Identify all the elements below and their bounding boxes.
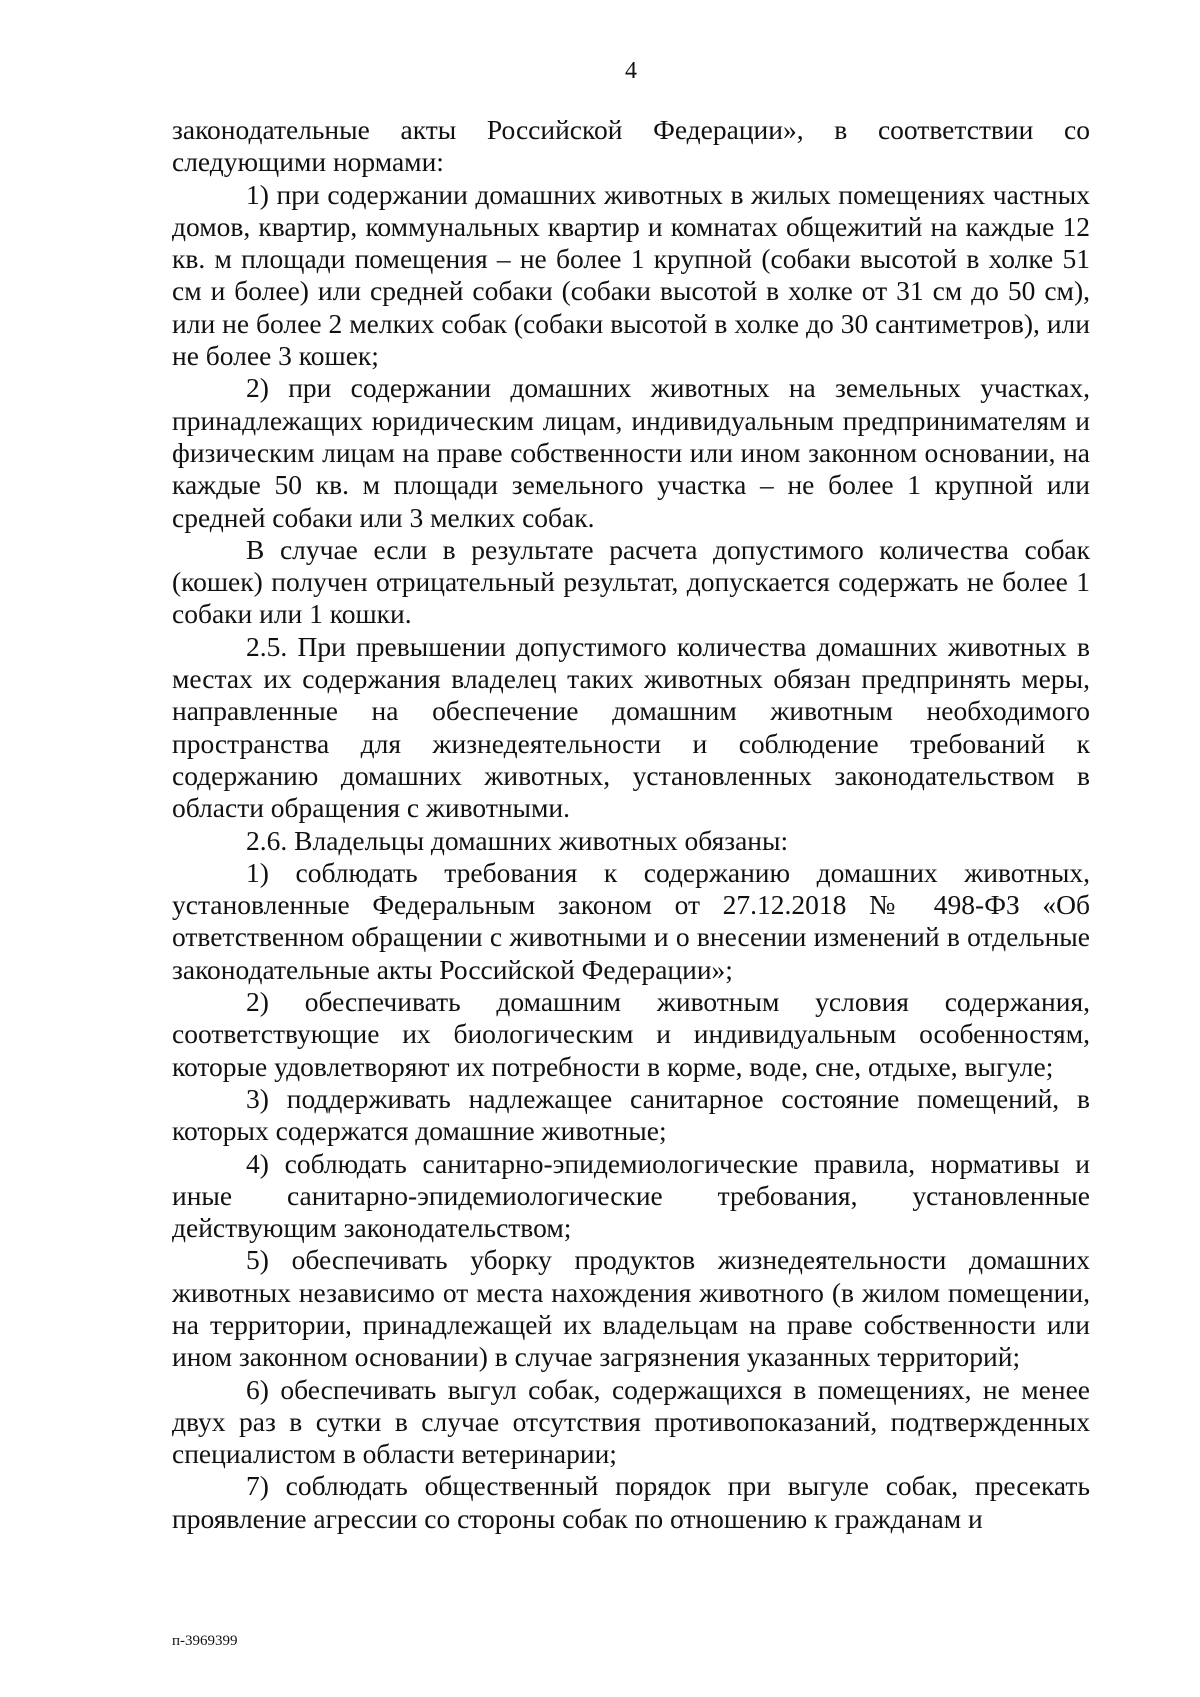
paragraph-negative-result: В случае если в результате расчета допустимого количества собак (кошек) получен отрицательный результат, допускается содержать не более 1 собаки или 1 кошки. <box>172 533 1090 630</box>
paragraph-item-1-residential: 1) при содержании домашних животных в жилых помещениях частных домов, квартир, коммунальных квартир и комнатах общежитий на каждые 12 кв. м площади помещения – не более 1 крупной (собаки высотой в холке 51 см и более) или средней собаки (собаки высотой в холке от 31 см до 50 см), или не более 2 мелких собак (собаки высотой в холке до 30 сантиметров), или не более 3 кошек; <box>172 178 1090 372</box>
page-number: 4 <box>625 58 637 84</box>
document-code: п-3969399 <box>172 1633 238 1649</box>
paragraph-clause-2-5: 2.5. При превышении допустимого количества домашних животных в местах их содержания владелец таких животных обязан предпринять меры, направленные на обеспечение домашним животным необходимого пространства для жизнедеятельности и соблюдение требований к содержанию домашних животных, установленных законодательством в области обращения с животными. <box>172 630 1090 824</box>
document-body <box>172 114 1090 1535</box>
paragraph-clause-2-6: 2.6. Владельцы домашних животных обязаны: <box>246 824 789 856</box>
paragraph-duty-1: 1) соблюдать требования к содержанию домашних животных, установленные Федеральным законом от 27.12.2018 № 498-ФЗ «Об ответственном обращении с животными и о внесении изменений в отдельные законодательные акты Российской Федерации»; <box>172 856 1090 985</box>
paragraph-continuation: законодательные акты Российской Федерации», в соответствии со следующими нормами: <box>172 114 1090 178</box>
paragraph-duty-4: 4) соблюдать санитарно-эпидемиологические правила, нормативы и иные санитарно-эпидемиологические требования, установленные действующим законодательством; <box>172 1147 1090 1244</box>
paragraph-duty-3: 3) поддерживать надлежащее санитарное состояние помещений, в которых содержатся домашние животные; <box>172 1082 1090 1147</box>
paragraph-duty-7: 7) соблюдать общественный порядок при выгуле собак, пресекать проявление агрессии со стороны собак по отношению к гражданам и <box>172 1470 1090 1534</box>
paragraph-item-2-land-plots: 2) при содержании домашних животных на земельных участках, принадлежащих юридическим лицам, индивидуальным предпринимателям и физическим лицам на праве собственности или ином законном основании, на каждые 50 кв. м площади земельного участка – не более 1 крупной или средней собаки или 3 мелких собак. <box>172 372 1090 533</box>
paragraph-duty-5: 5) обеспечивать уборку продуктов жизнедеятельности домашних животных независимо от места нахождения животного (в жилом помещении, на территории, принадлежащей их владельцам на праве собственности или ином законном основании) в случае загрязнения указанных территорий; <box>172 1244 1090 1373</box>
paragraph-duty-6: 6) обеспечивать выгул собак, содержащихся в помещениях, не менее двух раз в сутки в случае отсутствия противопоказаний, подтвержденных специалистом в области ветеринарии; <box>172 1373 1090 1470</box>
paragraph-duty-2: 2) обеспечивать домашним животным условия содержания, соответствующие их биологическим и индивидуальным особенностям, которые удовлетворяют их потребности в корме, воде, сне, отдыхе, выгуле; <box>172 986 1090 1082</box>
